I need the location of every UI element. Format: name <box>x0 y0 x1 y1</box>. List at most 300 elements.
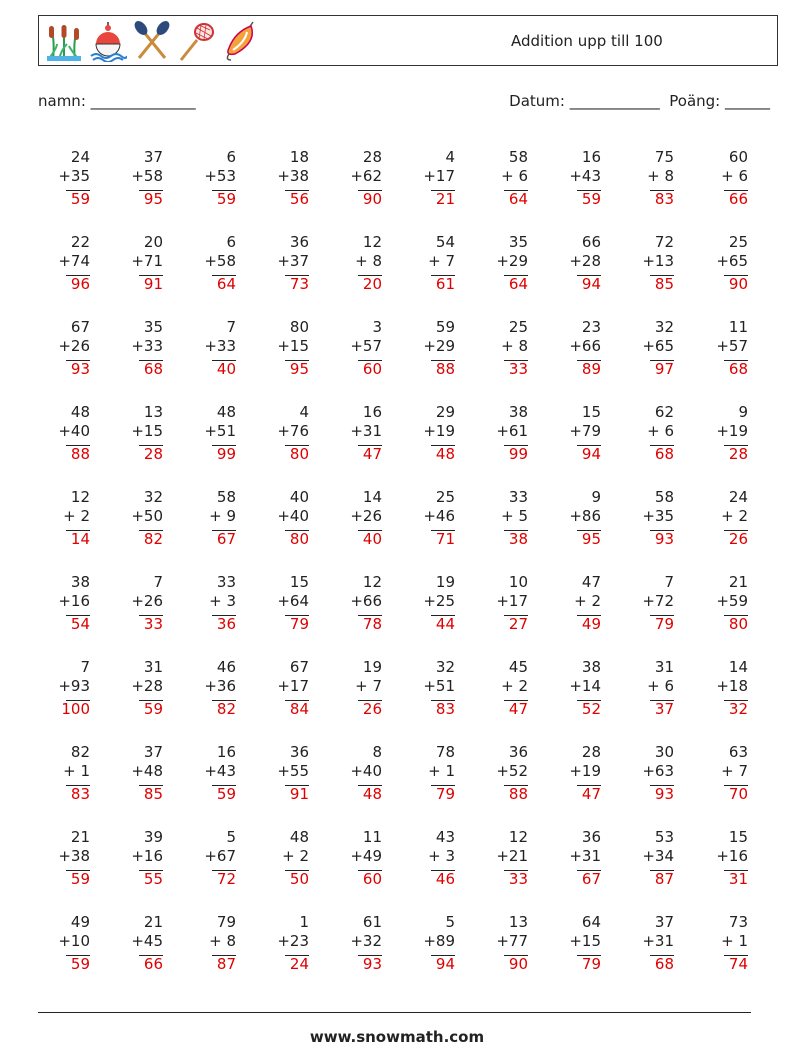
addition-problem <box>119 403 163 465</box>
first-addend: 11 <box>362 828 382 846</box>
second-addend: +51 <box>423 677 455 695</box>
first-addend: 38 <box>581 658 601 676</box>
form-fields <box>38 92 770 112</box>
addition-problem <box>119 743 163 805</box>
addition-problem <box>338 318 382 380</box>
problem-row <box>38 488 770 558</box>
addition-problem <box>411 743 455 805</box>
answer: 66 <box>728 190 748 208</box>
answer: 66 <box>143 955 163 973</box>
first-addend: 64 <box>581 913 601 931</box>
answer: 33 <box>508 870 528 888</box>
first-addend: 24 <box>70 148 90 166</box>
addition-problem <box>119 658 163 720</box>
answer: 33 <box>508 360 528 378</box>
second-addend: +18 <box>716 677 748 695</box>
answer: 74 <box>728 955 748 973</box>
first-addend: 38 <box>70 573 90 591</box>
first-addend: 28 <box>581 743 601 761</box>
second-addend: +43 <box>569 167 601 185</box>
second-addend: + 8 <box>501 337 528 355</box>
answer: 83 <box>70 785 90 803</box>
second-addend: + 1 <box>721 932 748 950</box>
second-addend: +40 <box>277 507 309 525</box>
second-addend: +19 <box>716 422 748 440</box>
addition-problem <box>704 573 748 635</box>
answer: 59 <box>70 190 90 208</box>
first-addend: 79 <box>216 913 236 931</box>
second-addend: +86 <box>569 507 601 525</box>
addition-problem <box>338 403 382 465</box>
second-addend: +23 <box>277 932 309 950</box>
answer: 97 <box>654 360 674 378</box>
answer: 95 <box>289 360 309 378</box>
answer: 87 <box>216 955 236 973</box>
answer: 56 <box>289 190 309 208</box>
date-field: Datum: ____________ <box>509 92 660 110</box>
addition-problem <box>557 743 601 805</box>
answer: 37 <box>654 700 674 718</box>
second-addend: + 7 <box>428 252 455 270</box>
answer: 82 <box>143 530 163 548</box>
addition-problem <box>630 148 674 210</box>
answer: 89 <box>581 360 601 378</box>
answer: 95 <box>143 190 163 208</box>
second-addend: + 9 <box>209 507 236 525</box>
answer: 94 <box>581 445 601 463</box>
second-addend: +57 <box>716 337 748 355</box>
answer: 99 <box>216 445 236 463</box>
second-addend: +21 <box>496 847 528 865</box>
second-addend: +64 <box>277 592 309 610</box>
problem-row <box>38 743 770 813</box>
answer: 99 <box>508 445 528 463</box>
addition-problem <box>338 743 382 805</box>
first-addend: 58 <box>216 488 236 506</box>
first-addend: 21 <box>728 573 748 591</box>
second-addend: +58 <box>204 252 236 270</box>
answer: 38 <box>508 530 528 548</box>
addition-problem <box>46 913 90 975</box>
addition-problem <box>46 403 90 465</box>
addition-problem <box>630 573 674 635</box>
addition-problem <box>411 318 455 380</box>
answer: 44 <box>435 615 455 633</box>
answer: 73 <box>289 275 309 293</box>
first-addend: 54 <box>435 233 455 251</box>
second-addend: +76 <box>277 422 309 440</box>
first-addend: 12 <box>70 488 90 506</box>
first-addend: 16 <box>362 403 382 421</box>
second-addend: + 2 <box>574 592 601 610</box>
answer: 47 <box>581 785 601 803</box>
first-addend: 5 <box>226 828 236 846</box>
answer: 60 <box>362 870 382 888</box>
addition-problem <box>338 573 382 635</box>
second-addend: +53 <box>204 167 236 185</box>
addition-problem <box>265 658 309 720</box>
addition-problem <box>119 913 163 975</box>
answer: 40 <box>362 530 382 548</box>
problem-row <box>38 913 770 983</box>
first-addend: 3 <box>372 318 382 336</box>
answer: 46 <box>435 870 455 888</box>
addition-problem <box>265 318 309 380</box>
addition-problem <box>557 828 601 890</box>
first-addend: 21 <box>70 828 90 846</box>
fishing-bobber-icon <box>89 20 127 62</box>
first-addend: 25 <box>728 233 748 251</box>
second-addend: +66 <box>350 592 382 610</box>
answer: 91 <box>289 785 309 803</box>
second-addend: +46 <box>423 507 455 525</box>
footer-divider <box>38 1012 751 1013</box>
addition-problem <box>484 828 528 890</box>
first-addend: 10 <box>508 573 528 591</box>
first-addend: 7 <box>664 573 674 591</box>
addition-problem <box>630 743 674 805</box>
first-addend: 37 <box>143 743 163 761</box>
first-addend: 37 <box>143 148 163 166</box>
first-addend: 19 <box>435 573 455 591</box>
second-addend: + 2 <box>501 677 528 695</box>
first-addend: 4 <box>445 148 455 166</box>
addition-problem <box>557 488 601 550</box>
second-addend: +67 <box>204 847 236 865</box>
first-addend: 32 <box>654 318 674 336</box>
second-addend: +16 <box>131 847 163 865</box>
first-addend: 78 <box>435 743 455 761</box>
second-addend: + 3 <box>428 847 455 865</box>
addition-problem <box>484 403 528 465</box>
first-addend: 58 <box>654 488 674 506</box>
second-addend: + 5 <box>501 507 528 525</box>
first-addend: 14 <box>728 658 748 676</box>
answer: 88 <box>70 445 90 463</box>
answer: 36 <box>216 615 236 633</box>
answer: 59 <box>216 190 236 208</box>
answer: 79 <box>654 615 674 633</box>
addition-problem <box>192 828 236 890</box>
answer: 61 <box>435 275 455 293</box>
addition-problem <box>704 828 748 890</box>
second-addend: +31 <box>642 932 674 950</box>
first-addend: 53 <box>654 828 674 846</box>
second-addend: + 6 <box>721 167 748 185</box>
addition-problem <box>411 913 455 975</box>
addition-problem <box>338 828 382 890</box>
second-addend: +58 <box>131 167 163 185</box>
first-addend: 21 <box>143 913 163 931</box>
header-box <box>38 15 778 66</box>
first-addend: 15 <box>728 828 748 846</box>
second-addend: +13 <box>642 252 674 270</box>
first-addend: 19 <box>362 658 382 676</box>
answer: 79 <box>289 615 309 633</box>
first-addend: 36 <box>289 743 309 761</box>
addition-problem <box>192 148 236 210</box>
footer-url: www.snowmath.com <box>309 1028 485 1046</box>
second-addend: +26 <box>131 592 163 610</box>
second-addend: +33 <box>131 337 163 355</box>
addition-problem <box>484 913 528 975</box>
first-addend: 13 <box>508 913 528 931</box>
addition-problem <box>630 658 674 720</box>
first-addend: 43 <box>435 828 455 846</box>
problem-row <box>38 573 770 643</box>
answer: 68 <box>143 360 163 378</box>
first-addend: 7 <box>80 658 90 676</box>
answer: 85 <box>654 275 674 293</box>
second-addend: +74 <box>58 252 90 270</box>
addition-problem <box>704 318 748 380</box>
answer: 91 <box>143 275 163 293</box>
addition-problem <box>338 913 382 975</box>
first-addend: 22 <box>70 233 90 251</box>
addition-problem <box>119 233 163 295</box>
addition-problem <box>46 233 90 295</box>
answer: 80 <box>289 445 309 463</box>
answer: 68 <box>654 445 674 463</box>
first-addend: 11 <box>728 318 748 336</box>
second-addend: +17 <box>277 677 309 695</box>
score-field: Poäng: ______ <box>669 92 770 110</box>
second-addend: + 1 <box>63 762 90 780</box>
addition-problem <box>265 828 309 890</box>
first-addend: 13 <box>143 403 163 421</box>
answer: 27 <box>508 615 528 633</box>
addition-problem <box>411 658 455 720</box>
second-addend: +36 <box>204 677 236 695</box>
addition-problem <box>411 233 455 295</box>
second-addend: +79 <box>569 422 601 440</box>
first-addend: 15 <box>581 403 601 421</box>
second-addend: + 7 <box>721 762 748 780</box>
addition-problem <box>119 488 163 550</box>
answer: 88 <box>508 785 528 803</box>
second-addend: + 7 <box>355 677 382 695</box>
addition-problem <box>557 573 601 635</box>
first-addend: 39 <box>143 828 163 846</box>
first-addend: 15 <box>289 573 309 591</box>
addition-problem <box>704 403 748 465</box>
first-addend: 12 <box>508 828 528 846</box>
second-addend: + 8 <box>209 932 236 950</box>
second-addend: +33 <box>204 337 236 355</box>
second-addend: +43 <box>204 762 236 780</box>
first-addend: 38 <box>508 403 528 421</box>
answer: 54 <box>70 615 90 633</box>
second-addend: +40 <box>350 762 382 780</box>
first-addend: 9 <box>738 403 748 421</box>
first-addend: 16 <box>581 148 601 166</box>
addition-problem <box>119 573 163 635</box>
answer: 85 <box>143 785 163 803</box>
answer: 47 <box>362 445 382 463</box>
second-addend: +93 <box>58 677 90 695</box>
answer: 59 <box>143 700 163 718</box>
answer: 64 <box>508 190 528 208</box>
addition-problem <box>46 658 90 720</box>
problem-row <box>38 233 770 303</box>
second-addend: +31 <box>569 847 601 865</box>
answer: 72 <box>216 870 236 888</box>
second-addend: +29 <box>496 252 528 270</box>
answer: 88 <box>435 360 455 378</box>
first-addend: 30 <box>654 743 674 761</box>
addition-problem <box>265 743 309 805</box>
answer: 64 <box>216 275 236 293</box>
answer: 50 <box>289 870 309 888</box>
addition-problem <box>119 828 163 890</box>
first-addend: 49 <box>70 913 90 931</box>
answer: 67 <box>581 870 601 888</box>
second-addend: + 8 <box>355 252 382 270</box>
first-addend: 48 <box>289 828 309 846</box>
second-addend: +29 <box>423 337 455 355</box>
second-addend: +28 <box>131 677 163 695</box>
addition-problem <box>338 658 382 720</box>
first-addend: 36 <box>289 233 309 251</box>
addition-problem <box>557 658 601 720</box>
first-addend: 33 <box>216 573 236 591</box>
first-addend: 59 <box>435 318 455 336</box>
first-addend: 24 <box>728 488 748 506</box>
second-addend: + 3 <box>209 592 236 610</box>
first-addend: 23 <box>581 318 601 336</box>
second-addend: +31 <box>350 422 382 440</box>
addition-problem <box>484 743 528 805</box>
first-addend: 18 <box>289 148 309 166</box>
addition-problem <box>630 233 674 295</box>
answer: 59 <box>70 870 90 888</box>
second-addend: +26 <box>58 337 90 355</box>
addition-problem <box>192 913 236 975</box>
second-addend: +19 <box>423 422 455 440</box>
first-addend: 73 <box>728 913 748 931</box>
first-addend: 32 <box>143 488 163 506</box>
answer: 59 <box>70 955 90 973</box>
second-addend: + 1 <box>428 762 455 780</box>
second-addend: + 2 <box>63 507 90 525</box>
first-addend: 32 <box>435 658 455 676</box>
answer: 52 <box>581 700 601 718</box>
addition-problem <box>46 573 90 635</box>
answer: 84 <box>289 700 309 718</box>
second-addend: +15 <box>569 932 601 950</box>
first-addend: 25 <box>508 318 528 336</box>
second-addend: +50 <box>131 507 163 525</box>
answer: 14 <box>70 530 90 548</box>
addition-problem <box>484 318 528 380</box>
addition-problem <box>411 403 455 465</box>
first-addend: 75 <box>654 148 674 166</box>
first-addend: 45 <box>508 658 528 676</box>
addition-problem <box>411 573 455 635</box>
second-addend: +25 <box>423 592 455 610</box>
first-addend: 12 <box>362 573 382 591</box>
second-addend: +45 <box>131 932 163 950</box>
addition-problem <box>192 233 236 295</box>
addition-problem <box>338 233 382 295</box>
answer: 33 <box>143 615 163 633</box>
addition-problem <box>265 488 309 550</box>
addition-problem <box>46 828 90 890</box>
first-addend: 67 <box>70 318 90 336</box>
addition-problem <box>704 148 748 210</box>
answer: 90 <box>508 955 528 973</box>
first-addend: 60 <box>728 148 748 166</box>
addition-problem <box>557 148 601 210</box>
second-addend: +19 <box>569 762 601 780</box>
answer: 78 <box>362 615 382 633</box>
addition-problem <box>411 828 455 890</box>
problem-row <box>38 318 770 388</box>
second-addend: +49 <box>350 847 382 865</box>
addition-problem <box>630 913 674 975</box>
date-score-fields <box>509 92 770 110</box>
first-addend: 48 <box>216 403 236 421</box>
answer: 60 <box>362 360 382 378</box>
first-addend: 31 <box>143 658 163 676</box>
addition-problem <box>484 488 528 550</box>
answer: 100 <box>61 700 90 718</box>
cattails-icon <box>45 20 83 62</box>
addition-problem <box>484 573 528 635</box>
second-addend: +38 <box>277 167 309 185</box>
addition-problem <box>265 573 309 635</box>
second-addend: + 6 <box>647 422 674 440</box>
addition-problem <box>630 828 674 890</box>
first-addend: 63 <box>728 743 748 761</box>
second-addend: +26 <box>350 507 382 525</box>
answer: 90 <box>362 190 382 208</box>
fishing-lure-icon <box>221 20 259 62</box>
addition-problem <box>265 148 309 210</box>
answer: 79 <box>581 955 601 973</box>
second-addend: +51 <box>204 422 236 440</box>
first-addend: 4 <box>299 403 309 421</box>
second-addend: + 2 <box>721 507 748 525</box>
answer: 93 <box>362 955 382 973</box>
addition-problem <box>704 233 748 295</box>
answer: 49 <box>581 615 601 633</box>
addition-problem <box>704 743 748 805</box>
first-addend: 67 <box>289 658 309 676</box>
answer: 48 <box>435 445 455 463</box>
addition-problem <box>192 318 236 380</box>
addition-problem <box>192 743 236 805</box>
answer: 55 <box>143 870 163 888</box>
second-addend: +61 <box>496 422 528 440</box>
answer: 95 <box>581 530 601 548</box>
answer: 28 <box>728 445 748 463</box>
second-addend: +35 <box>642 507 674 525</box>
second-addend: +57 <box>350 337 382 355</box>
answer: 80 <box>289 530 309 548</box>
addition-problem <box>411 488 455 550</box>
first-addend: 40 <box>289 488 309 506</box>
addition-problem <box>557 318 601 380</box>
first-addend: 66 <box>581 233 601 251</box>
addition-problem <box>484 233 528 295</box>
answer: 94 <box>581 275 601 293</box>
first-addend: 72 <box>654 233 674 251</box>
second-addend: +40 <box>58 422 90 440</box>
answer: 64 <box>508 275 528 293</box>
answer: 20 <box>362 275 382 293</box>
first-addend: 25 <box>435 488 455 506</box>
